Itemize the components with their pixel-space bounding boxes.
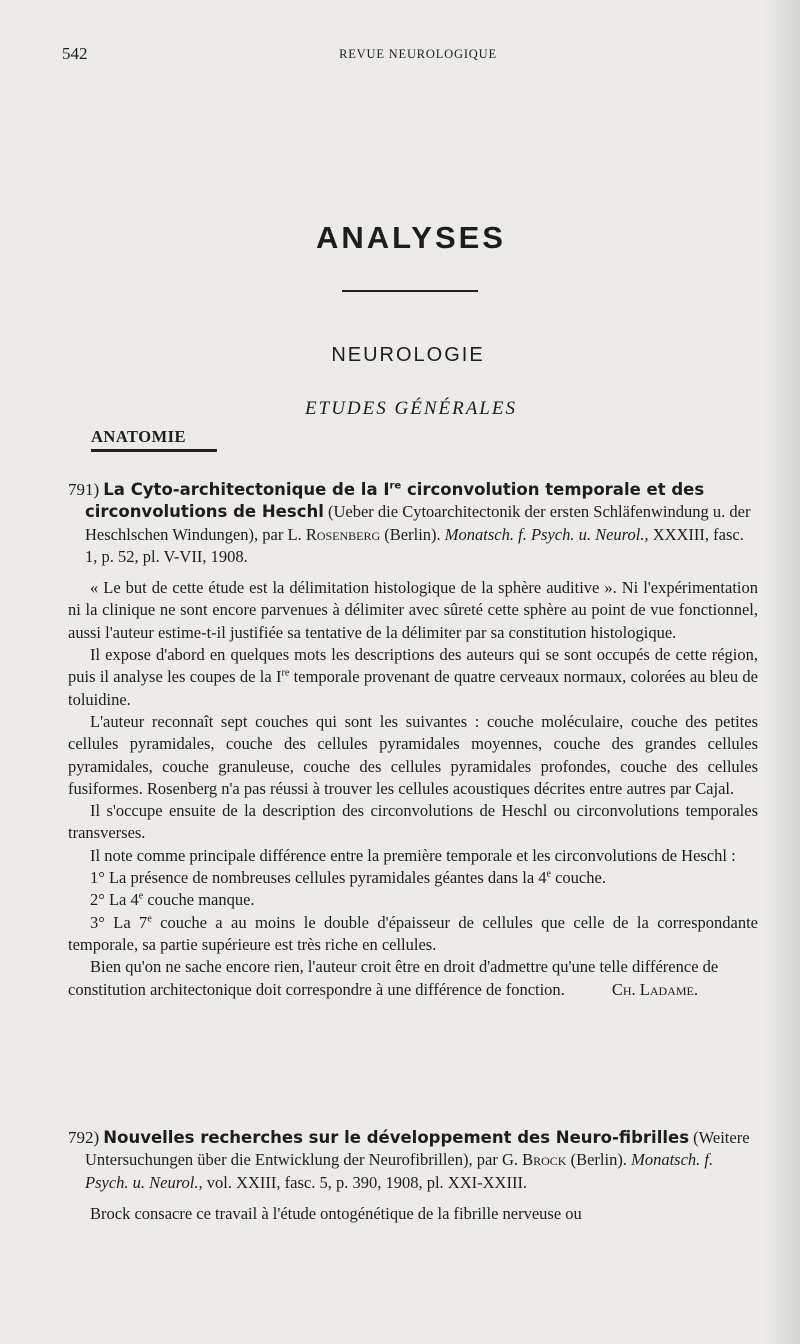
- author-city: (Berlin).: [384, 524, 441, 544]
- reference-details: vol. XXIII, fasc. 5, p. 390, 1908, pl. XXI-XXIII.: [206, 1172, 528, 1192]
- signature: Ch. Ladame.: [611, 979, 698, 999]
- paragraph: « Le but de cette étude est la délimitation histologique de la sphère auditive ». Ni l'expérimentation ni la clinique ne sont encore parvenues à délimiter avec sûreté cette sphère au point de vue fonctionnel, aussi l'auteur estime-t-il justifiée sa tentative de la délimiter par sa constitution histologique.: [68, 578, 758, 642]
- section-title: ANALYSES: [316, 220, 506, 255]
- page-number: 542: [62, 44, 88, 63]
- list-item: 2° La 4e couche manque.: [90, 890, 255, 910]
- author-name: Rosenberg: [305, 524, 381, 544]
- analysis-792: [68, 1127, 758, 1225]
- list-item: 1° La présence de nombreuses cellules pyramidales géantes dans la 4e couche.: [90, 868, 606, 888]
- list-item: 3° La 7e couche a au moins le double d'épaisseur de cellules que celle de la correspondante temporale, sa partie supérieure est très riche en cellules.: [68, 912, 758, 954]
- analysis-title: La Cyto-architectonique de la Ire circonvolution temporale et des circonvolutions de Heschl: [85, 480, 705, 522]
- title-rule: [342, 290, 478, 292]
- analysis-title: Nouvelles recherches sur le développement des Neuro-fibrilles: [103, 1128, 690, 1147]
- reference-text: (Ueber die Cytoarchitectonik der ersten Schläfenwindung u. der Heschlschen Windungen), par L.: [85, 502, 751, 544]
- journal-title: REVUE NEUROLOGIQUE: [339, 47, 497, 61]
- running-head: [0, 44, 800, 68]
- analysis-792-header: [68, 1127, 758, 1194]
- subsection-title: NEUROLOGIE: [331, 344, 485, 366]
- reference-details: XXXIII, fasc. 1, p. 52, pl. V-VII, 1908.: [85, 524, 744, 566]
- author-name: Brock: [522, 1150, 567, 1170]
- paragraph: Il note comme principale différence entre la première temporale et les circonvolutions de Heschl :: [90, 845, 736, 865]
- analysis-791-header: [68, 479, 758, 568]
- page-edge-shadow: [764, 0, 800, 1344]
- reference-text: (Weitere Untersuchungen über die Entwicklung der Neurofibrillen), par G.: [85, 1128, 750, 1170]
- paragraph: L'auteur reconnaît sept couches qui sont les suivantes : couche moléculaire, couche des petites cellules pyramidales, couche des cellules pyramidales moyennes, couche des grandes cellules pyramidales, couche granuleuse, couche des cellules pyramidales profondes, couche des cellules fusiformes. Rosenberg n'a pas réussi à trouver les cellules acoustiques décrites entre autres par Cajal.: [68, 711, 758, 798]
- subsubsection-title: ETUDES GÉNÉRALES: [305, 398, 517, 419]
- analysis-791: [68, 479, 758, 1001]
- paragraph: Il s'occupe ensuite de la description des circonvolutions de Heschl ou circonvolutions temporales transverses.: [68, 801, 758, 843]
- analysis-number: 792): [68, 1128, 100, 1147]
- journal-reference: Monatsch. f. Psych. u. Neurol.,: [444, 524, 649, 544]
- author-city: (Berlin).: [570, 1150, 627, 1170]
- paragraph: Brock consacre ce travail à l'étude ontogénétique de la fibrille nerveuse ou: [90, 1203, 582, 1223]
- paragraph: Bien qu'on ne sache encore rien, l'auteur croit être en droit d'admettre qu'une telle différence de constitution architectonique doit correspondre à une différence de fonction. Ch. Ladame.: [68, 956, 758, 1001]
- analysis-number: 791): [68, 480, 100, 499]
- category-heading: ANATOMIE: [91, 427, 217, 452]
- paragraph: Il expose d'abord en quelques mots les descriptions des auteurs qui se sont occupés de cette région, puis il analyse les coupes de la Ire temporale provenant de quatre cerveaux normaux, colorées au bleu de toluidine.: [68, 645, 759, 709]
- journal-reference: Monatsch. f. Psych. u. Neurol.,: [85, 1150, 714, 1192]
